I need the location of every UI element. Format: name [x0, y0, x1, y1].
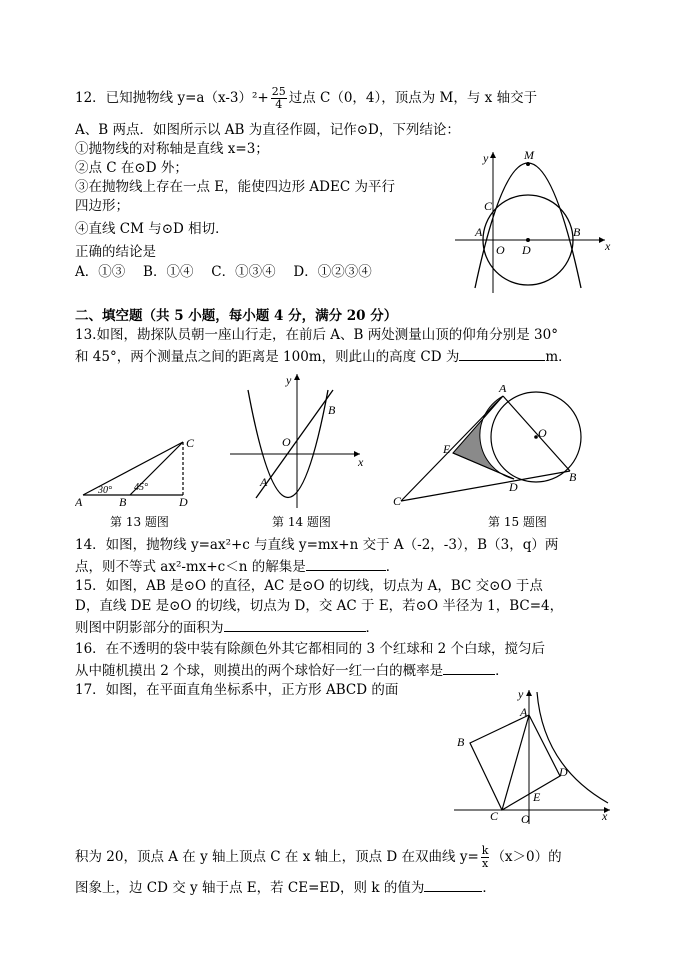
fig14-line [256, 390, 333, 498]
q15-line3-end: ． [365, 620, 379, 636]
figure-q13 [75, 432, 200, 512]
fig12-label-a: A [475, 225, 483, 239]
fig17-label-x: x [602, 809, 608, 823]
q16-line2-start: 从中随机摸出 2 个球，则摸出的两个球恰好一红一白的概率是 [75, 663, 444, 679]
fig15-label-e: E [443, 442, 451, 456]
fig17-label-y: y [518, 687, 524, 701]
fig13-label-c: C [186, 436, 195, 450]
fig17-label-c: C [490, 809, 499, 823]
q16-answer-blank[interactable] [443, 660, 495, 675]
fig12-label-c: C [484, 199, 493, 213]
fig13-label-b: B [119, 495, 127, 509]
fig14-label-y: y [286, 373, 292, 387]
q14-line2 [75, 556, 399, 576]
q12-conclusion-3b: 四边形； [75, 198, 129, 214]
q12-line1-end: 过点 C（0，4），顶点为 M，与 x 轴交于 [288, 90, 538, 106]
caption-q15: 第 15 题图 [488, 515, 547, 529]
q17-line2-end: （x＞0）的 [491, 849, 562, 865]
q15-line1: 15．如图，AB 是⊙O 的直径，AC 是⊙O 的切线，切点为 A，BC 交⊙O 于点 [75, 578, 543, 594]
q14-line2-start: 点，则不等式 ax²-mx+c＜n 的解集是 [75, 559, 306, 575]
fig17-label-o: O [521, 812, 530, 826]
q15-answer-blank[interactable] [224, 617, 366, 632]
fig14-label-a: A [260, 475, 268, 489]
section-heading: 二、填空题（共 5 小题，每小题 4 分，满分 20 分） [75, 308, 398, 324]
q12-conclusion-4: ④直线 CM 与⊙D 相切． [75, 221, 229, 237]
fig15-label-b: B [569, 470, 577, 484]
fig17-y-arrow [526, 690, 532, 696]
fig17-label-e: E [533, 790, 541, 804]
fig12-label-d: D [522, 243, 531, 257]
figure-q14 [228, 370, 368, 510]
caption-q14: 第 14 题图 [272, 515, 331, 529]
q12-frac-den: 4 [275, 98, 283, 111]
fig17-label-d: D [559, 765, 568, 779]
fig13-angle-30: 30° [98, 485, 112, 496]
q17-line3 [75, 877, 496, 897]
q17-frac-den: x [481, 857, 489, 870]
fig15-diameter-ab [503, 396, 570, 471]
q16-line2-end: ． [495, 663, 509, 679]
q16-line2 [75, 660, 509, 680]
q12-conclusion-2: ②点 C 在⊙D 外； [75, 160, 188, 176]
q13-line2 [75, 346, 572, 366]
q12-options: A．①③ B．①④ C．①③④ D．①②③④ [75, 264, 372, 280]
q14-line1: 14．如图，抛物线 y=ax²+c 与直线 y=mx+n 交于 A（-2，-3），B（3，q）两 [75, 537, 559, 553]
q17-answer-blank[interactable] [424, 877, 482, 892]
fig13-label-a: A [75, 495, 83, 509]
q15-line3-start: 则图中阴影部分的面积为 [75, 620, 224, 636]
fig12-y-arrow [490, 152, 496, 158]
q17-line3-start: 图象上，边 CD 交 y 轴于点 E，若 CE=ED，则 k 的值为 [75, 880, 425, 896]
figure-q15 [393, 385, 593, 510]
fig17-label-a: A [520, 705, 528, 719]
q12-conclusion-3a: ③在抛物线上存在一点 E，能使四边形 ADEC 为平行 [75, 179, 395, 195]
q14-line2-end: ． [385, 559, 400, 575]
fig17-label-b: B [457, 735, 465, 749]
q12-line1 [75, 86, 537, 111]
fig15-label-c: C [393, 494, 402, 508]
fig17-diagonal-ac [502, 715, 529, 810]
fig13-label-d: D [179, 495, 188, 509]
fig12-label-x: x [605, 239, 611, 253]
fig15-label-o: O [538, 426, 547, 440]
figure-q17 [450, 686, 620, 826]
fig12-point-m [526, 162, 530, 166]
fig13-angle-45: 45° [134, 482, 148, 493]
q17-fraction [481, 845, 490, 870]
q12-conclusion-1: ①抛物线的对称轴是直线 x=3； [75, 141, 269, 157]
q12-ask: 正确的结论是 [75, 244, 156, 260]
fig14-label-b: B [328, 403, 336, 417]
q12-line2: A、B 两点．如图所示以 AB 为直径作圆，记作⊙D，下列结论： [75, 122, 460, 138]
figure-q12 [455, 148, 615, 298]
q16-line1: 16．在不透明的袋中装有除颜色外其它都相同的 3 个红球和 2 个白球，搅匀后 [75, 641, 546, 657]
q13-line2-start: 和 45°，两个测量点之间的距离是 100m，则此山的高度 CD 为 [75, 349, 460, 365]
q12-fraction [271, 86, 287, 111]
fig14-label-o: O [282, 435, 291, 449]
q13-answer-blank[interactable] [459, 346, 545, 361]
fig17-hyperbola [537, 692, 608, 803]
fig12-parabola [475, 163, 581, 288]
q13-line1: 13.如图，勘探队员朝一座山行走，在前后 A、B 两处测量山顶的仰角分别是 30° [75, 327, 558, 343]
fig14-y-arrow [294, 374, 300, 380]
q12-line1-start: 12．已知抛物线 y=a（x-3）²+ [75, 90, 269, 106]
fig12-label-o: O [496, 243, 505, 257]
q13-line2-end: m． [545, 349, 572, 365]
q17-frac-num: k [481, 844, 489, 857]
fig12-label-m: M [524, 148, 534, 162]
q17-line1: 17．如图，在平面直角坐标系中，正方形 ABCD 的面 [75, 682, 399, 698]
fig12-point-d [526, 238, 530, 242]
fig12-label-b: B [573, 225, 581, 239]
q12-frac-num: 25 [271, 85, 286, 98]
q17-line3-end: ． [482, 880, 496, 896]
q15-line2: D，直线 DE 是⊙O 的切线，切点为 D，交 AC 于 E，若⊙O 半径为 1，BC=4， [75, 598, 564, 614]
q17-line2 [75, 845, 562, 870]
q15-line3 [75, 617, 379, 637]
fig15-label-d: D [509, 480, 518, 494]
q17-line2-start: 积为 20，顶点 A 在 y 轴上顶点 C 在 x 轴上，顶点 D 在双曲线 y= [75, 849, 479, 865]
caption-q13: 第 13 题图 [110, 515, 169, 529]
fig14-label-x: x [358, 455, 364, 469]
fig15-label-a: A [499, 385, 507, 395]
fig12-label-y: y [483, 151, 489, 165]
q14-answer-blank[interactable] [306, 556, 386, 571]
